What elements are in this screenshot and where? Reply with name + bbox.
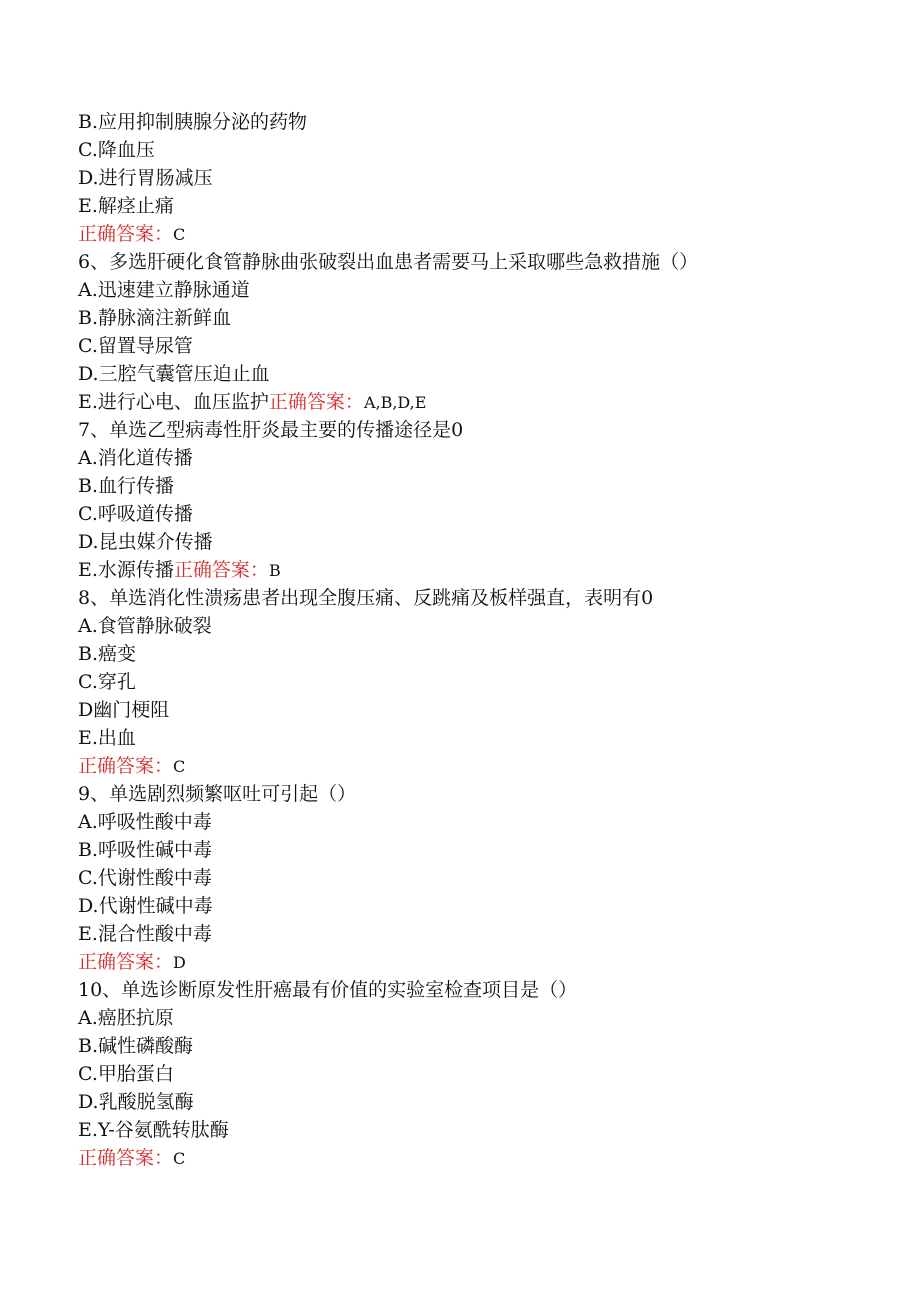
- q10-answer: [78, 1144, 878, 1172]
- q8-stem: 8、单选消化性溃疡患者出现全腹压痛、反跳痛及板样强直，表明有0: [78, 587, 654, 609]
- q7-option-b: B.血行传播: [78, 475, 175, 497]
- q6-option-c: C.留置导尿管: [78, 335, 193, 357]
- q8-option-c: C.穿孔: [78, 671, 136, 693]
- q5-option-d: D.进行胃肠减压: [78, 167, 213, 189]
- q6-option-a: A.迅速建立静脉通道: [78, 279, 250, 301]
- q8-answer-value: C: [173, 757, 186, 776]
- q7-option-e: E.水源传播: [78, 559, 174, 581]
- q6-option-b: B.静脉滴注新鲜血: [78, 307, 232, 329]
- q7-answer-label: 正确答案：: [173, 559, 269, 581]
- q5-option-e: E.解痉止痛: [78, 195, 174, 217]
- q10-answer-value: C: [173, 1149, 186, 1168]
- q8-answer-label: 正确答案：: [78, 755, 174, 777]
- q9-option-a: A.呼吸性酸中毒: [78, 811, 212, 833]
- q9-option-e: E.混合性酸中毒: [78, 923, 212, 945]
- q8-answer: [78, 752, 878, 780]
- q9-option-d: D.代谢性碱中毒: [78, 895, 213, 917]
- q8-option-a: A.食管静脉破裂: [78, 615, 212, 637]
- q5-answer-label: 正确答案：: [78, 223, 174, 245]
- q9-option-b: B.呼吸性碱中毒: [78, 839, 213, 861]
- q8-option-b: B.癌变: [78, 643, 137, 665]
- q5-answer-value: C: [173, 225, 186, 244]
- q7-option-a: A.消化道传播: [78, 447, 193, 469]
- q8-option-e: E.出血: [78, 727, 136, 749]
- q10-option-b: B.碱性磷酸酶: [78, 1035, 194, 1057]
- q8-option-d: D幽门梗阻: [78, 699, 170, 721]
- q10-answer-label: 正确答案：: [78, 1147, 174, 1169]
- q7-option-c: C.呼吸道传播: [78, 503, 193, 525]
- q9-answer-label: 正确答案：: [78, 951, 174, 973]
- q7-option-d: D.昆虫媒介传播: [78, 531, 213, 553]
- q5-answer: [78, 220, 878, 248]
- q6-option-e-with-answer: [78, 388, 878, 416]
- q10-option-c: C.甲胎蛋白: [78, 1063, 174, 1085]
- q9-option-c: C.代谢性酸中毒: [78, 867, 212, 889]
- q10-option-a: A.癌胚抗原: [78, 1007, 174, 1029]
- q6-option-e: E.进行心电、血压监护: [78, 391, 269, 413]
- q6-option-d: D.三腔气囊管压迫止血: [78, 363, 270, 385]
- q9-answer-value: D: [173, 953, 186, 972]
- q5-option-c: C.降血压: [78, 139, 155, 161]
- q10-stem: 10、单选诊断原发性肝癌最有价值的实验室检查项目是（）: [78, 979, 578, 1001]
- q10-option-d: D.乳酸脱氢酶: [78, 1091, 194, 1113]
- q7-answer-value: B: [268, 561, 281, 580]
- q7-stem: 7、单选乙型病毒性肝炎最主要的传播途径是0: [78, 419, 464, 441]
- q9-answer: [78, 948, 878, 976]
- q7-option-e-with-answer: [78, 556, 878, 584]
- q6-answer-label: 正确答案：: [268, 391, 364, 413]
- q6-stem: 6、多选肝硬化食管静脉曲张破裂出血患者需要马上采取哪些急救措施（）: [78, 251, 699, 273]
- q5-option-b: B.应用抑制胰腺分泌的药物: [78, 111, 308, 133]
- q6-answer-value: A,B,D,E: [363, 393, 427, 412]
- document-page: [78, 108, 878, 1172]
- q10-option-e: E.Y-谷氨酰转肽酶: [78, 1119, 229, 1141]
- q9-stem: 9、单选剧烈频繁呕吐可引起（）: [78, 783, 357, 805]
